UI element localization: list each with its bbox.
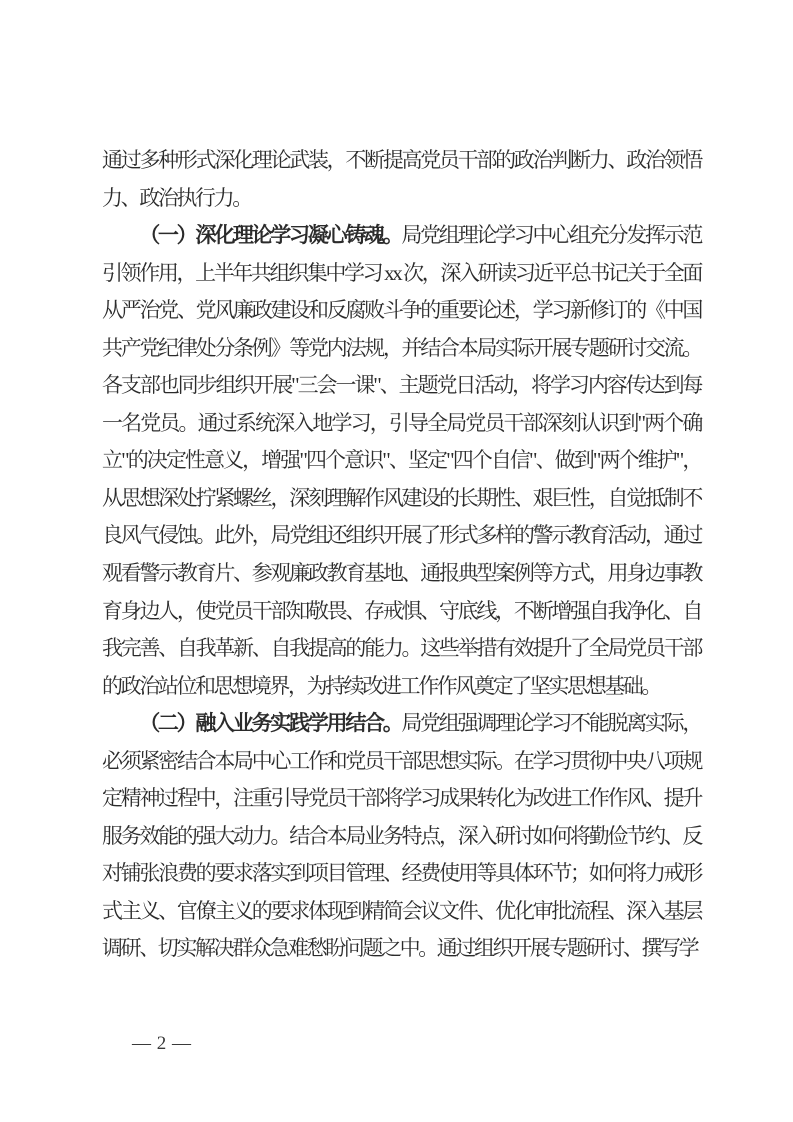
- section-one-heading: （一）深化理论学习凝心铸魂。: [139, 223, 402, 248]
- paragraph-text: 局党组理论学习中心组充分发挥示范引领作用，上半年共组织集中学习 xx 次，深入研读习近平总书记关于全面从严治党、党风廉政建设和反腐败斗争的重要论述，学习新修订的《中国共产党纪律处分条例》等党内法规，并结合本局实际开展专题研讨交流。各支部也同步组织开展"三会一课"、主题党日活动，将学习内容传达到每一名党员。通过系统深入地学习，引导全局党员干部深刻认识到"两个确立"的决定性意义，增强"四个意识"、坚定"四个自信"、做到"两个维护"，从思想深处拧紧螺丝，深刻理解作风建设的长期性、艰巨性，自觉抵制不良风气侵蚀。此外，局党组还组织开展了形式多样的警示教育活动，通过观看警示教育片、参观廉政教育基地、通报典型案例等方式，用身边事教育身边人，使党员干部知敬畏、存戒惧、守底线，不断增强自我净化、自我完善、自我革新、自我提高的能力。这些举措有效提升了全局党员干部的政治站位和思想境界，为持续改进工作作风奠定了坚实思想基础。: [102, 223, 701, 698]
- paragraph-section-two: [102, 705, 701, 968]
- paragraph-section-one: [102, 217, 701, 705]
- page-number: — 2 —: [132, 1033, 192, 1054]
- document-body: [102, 142, 701, 968]
- paragraph-text: 通过多种形式深化理论武装，不断提高党员干部的政治判断力、政治领悟力、政治执行力。: [102, 148, 701, 210]
- paragraph-continuation: [102, 142, 701, 217]
- paragraph-text: 局党组强调理论学习不能脱离实际，必须紧密结合本局中心工作和党员干部思想实际。在学习贯彻中央八项规定精神过程中，注重引导党员干部将学习成果转化为改进工作作风、提升服务效能的强大动力。结合本局业务特点，深入研讨如何将勤俭节约、反对铺张浪费的要求落实到项目管理、经费使用等具体环节；如何将力戒形式主义、官僚主义的要求体现到精简会议文件、优化审批流程、深入基层调研、切实解决群众急难愁盼问题之中。通过组织开展专题研讨、撰写学: [102, 711, 701, 961]
- section-two-heading: （二）融入业务实践学用结合。: [139, 711, 402, 736]
